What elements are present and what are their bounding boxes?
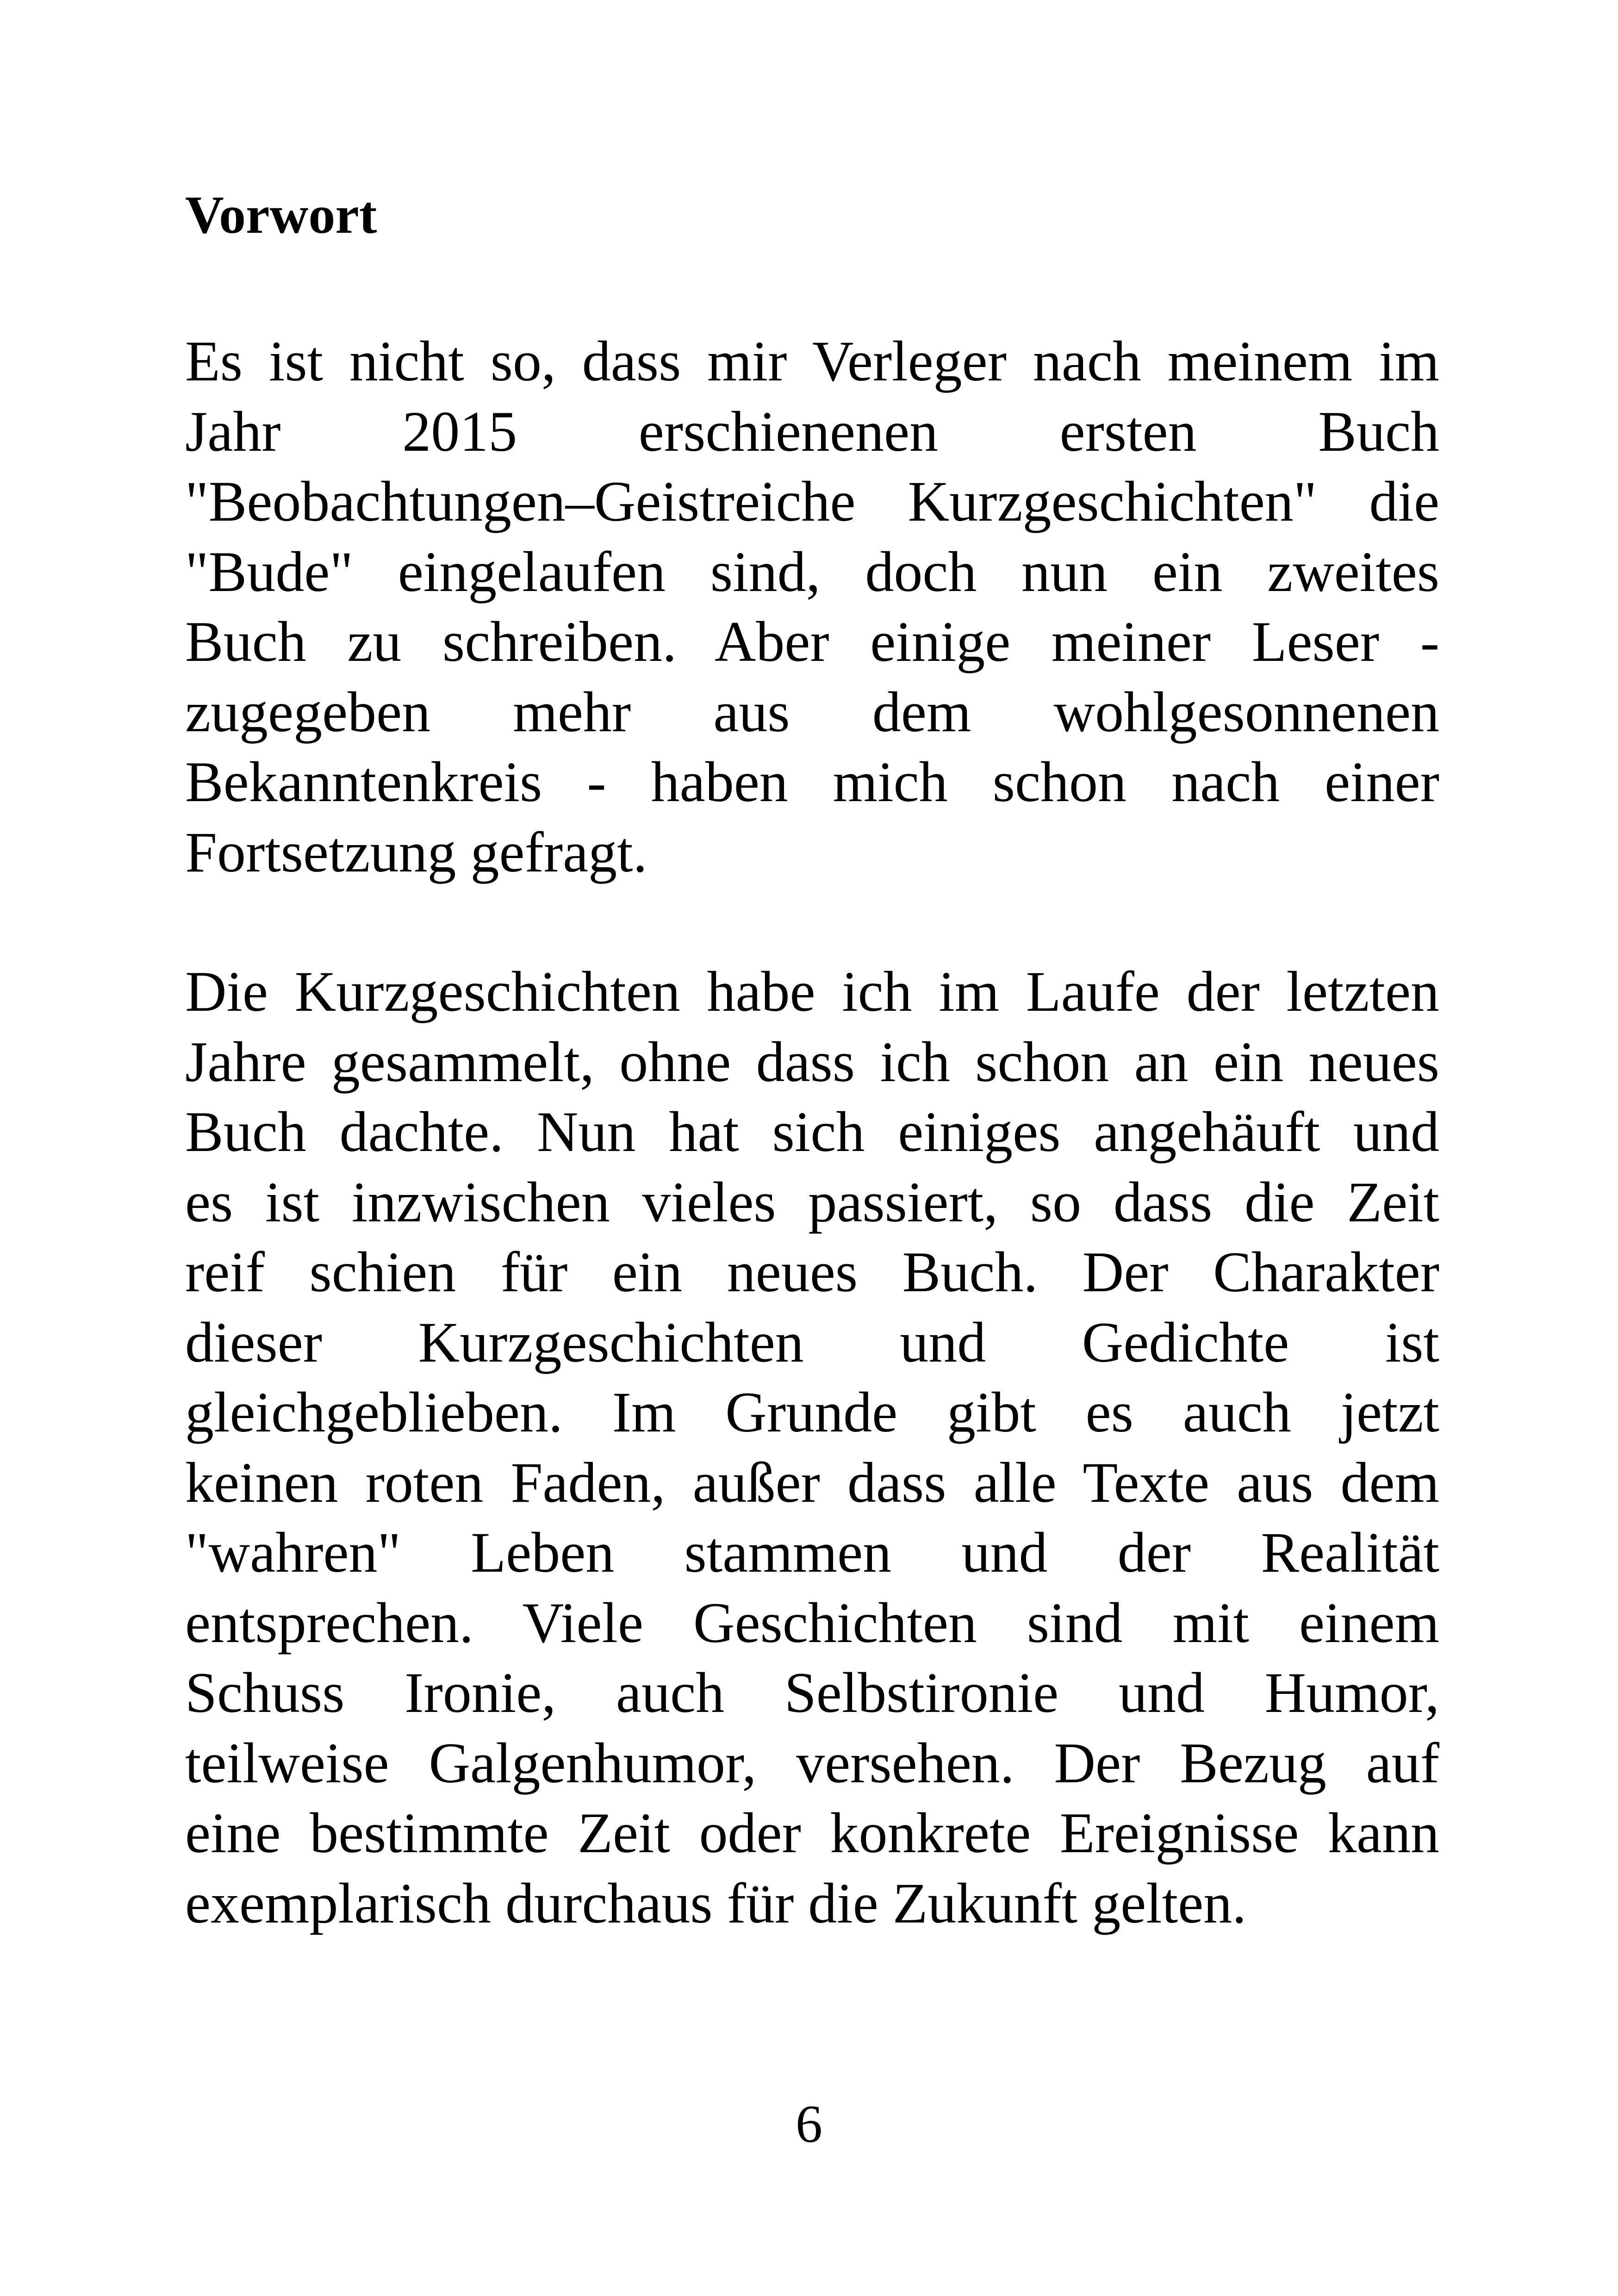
- section-heading: Vorwort: [185, 186, 377, 245]
- paragraph-line: teilweise Galgenhumor, versehen. Der Bezug auf: [185, 1731, 1439, 1795]
- paragraph-line: Jahr 2015 erschienenen ersten Buch: [185, 399, 1439, 463]
- paragraph-line: "wahren" Leben stammen und der Realität: [185, 1521, 1439, 1584]
- paragraph-line: exemplarisch durchaus für die Zukunft gelten.: [185, 1871, 1247, 1935]
- paragraph-line: es ist inzwischen vieles passiert, so dass die Zeit: [185, 1170, 1439, 1234]
- spacer: [185, 250, 1439, 326]
- paragraph-line: zugegeben mehr aus dem wohlgesonnenen: [185, 680, 1439, 744]
- paragraph-line: Buch zu schreiben. Aber einige meiner Leser -: [185, 610, 1439, 673]
- page-number: 6: [796, 2095, 822, 2154]
- paragraph-line: dieser Kurzgeschichten und Gedichte ist: [185, 1310, 1439, 1374]
- paragraph-line: eine bestimmte Zeit oder konkrete Ereignisse kann: [185, 1801, 1439, 1865]
- paragraph-line: Bekanntenkreis - haben mich schon nach einer: [185, 750, 1439, 814]
- paragraph-line: Die Kurzgeschichten habe ich im Laufe der letzten: [185, 960, 1439, 1023]
- paragraph-line: entsprechen. Viele Geschichten sind mit einem: [185, 1591, 1439, 1655]
- paragraph-line: Buch dachte. Nun hat sich einiges angehäuft und: [185, 1100, 1439, 1164]
- text-block: [185, 180, 1439, 1938]
- paragraph-line: Fortsetzung gefragt.: [185, 820, 647, 884]
- paragraph-line: "Beobachtungen–Geistreiche Kurzgeschichten" die: [185, 470, 1439, 533]
- paragraph-line: gleichgeblieben. Im Grunde gibt es auch jetzt: [185, 1381, 1439, 1444]
- paragraph-2: [185, 957, 1439, 1938]
- paragraph-line: Jahre gesammelt, ohne dass ich schon an ein neues: [185, 1030, 1439, 1094]
- spacer: [185, 887, 1439, 957]
- paragraph-line: Es ist nicht so, dass mir Verleger nach meinem im: [185, 330, 1439, 393]
- paragraph-line: reif schien für ein neues Buch. Der Charakter: [185, 1240, 1439, 1304]
- paragraph-1: [185, 326, 1439, 887]
- paragraph-line: Schuss Ironie, auch Selbstironie und Humor,: [185, 1661, 1439, 1724]
- paragraph-line: keinen roten Faden, außer dass alle Texte aus dem: [185, 1450, 1439, 1514]
- paragraph-line: "Bude" eingelaufen sind, doch nun ein zweites: [185, 540, 1439, 604]
